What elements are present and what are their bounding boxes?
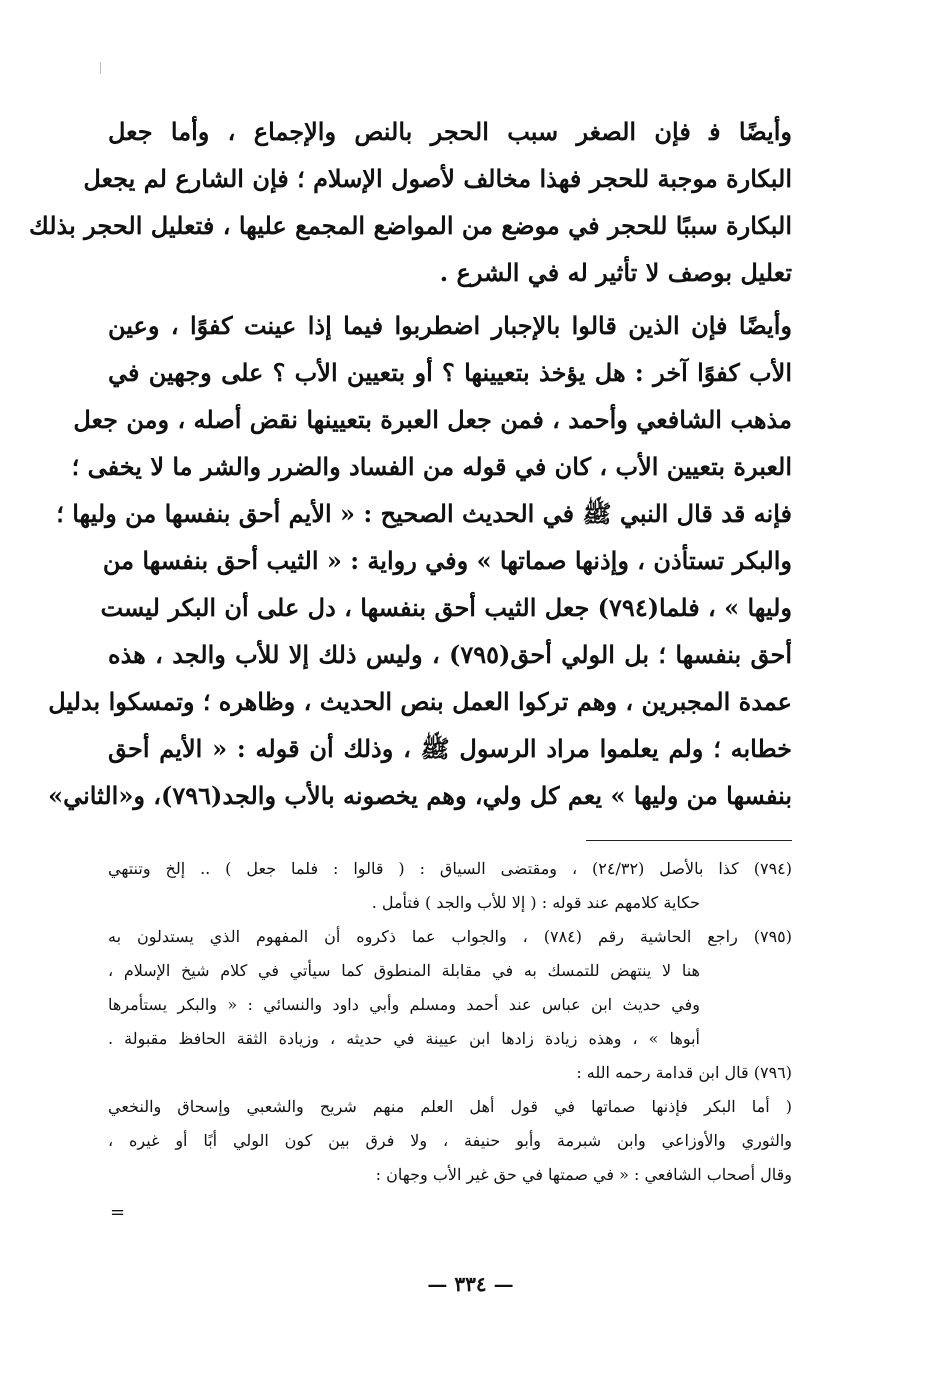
text-line: تعليل بوصف لا تأثير له في الشرع .	[439, 258, 792, 287]
footnote-795	[108, 920, 792, 1056]
text-line: وأيضًا فإن الذين قالوا بالإجبار اضطربوا فيما إذا عينت كفوًا ، وعين	[108, 311, 792, 340]
footnote-line: وفي حديث ابن عباس عند أحمد ومسلم وأبي داود والنسائي : « والبكر يستأمرها	[108, 995, 700, 1014]
text-line: وليها » ، فلما(٧٩٤) جعل الثيب أحق بنفسها ، دل على أن البكر ليست	[100, 593, 792, 622]
footnotes	[108, 852, 792, 1192]
text-line: الأب كفوًا آخر : هل يؤخذ بتعيينها ؟ أو بتعيين الأب ؟ على وجهين في	[108, 358, 792, 387]
text-line: وأيضًا ﻓ فإن الصغر سبب الحجر بالنص والإجماع ، وأما جعل	[108, 117, 792, 146]
text-line: والبكر تستأذن ، وإذنها صماتها » وفي رواية : « الثيب أحق بنفسها من	[102, 546, 792, 575]
footnote-line: أبوها » ، وهذه زيادة زادها ابن عيينة في حديثه ، وزيادة الثقة الحافظ مقبولة .	[108, 1029, 700, 1048]
footnote-line: حكاية كلامهم عند قوله : ( إلا للأب والجد ) فتأمل .	[371, 893, 700, 912]
footnote-line: (٧٩٦) قال ابن قدامة رحمه الله :	[576, 1063, 792, 1082]
continuation-mark: =	[110, 1202, 126, 1223]
paragraph	[48, 302, 792, 819]
footnote-794	[108, 852, 792, 920]
footnote-line: هنا لا ينتهض للتمسك به في مقابلة المنطوق كما سيأتي في كلام شيخ الإسلام ،	[108, 961, 700, 980]
text-line: فإنه قد قال النبي ﷺ في الحديث الصحيح : « الأيم أحق بنفسها من وليها ؛	[56, 499, 792, 528]
text-line: بنفسها من وليها » يعم كل ولي، وهم يخصونه بالأب والجد(٧٩٦)، و«الثاني»	[48, 781, 792, 810]
footnote-line: (٧٩٤) كذا بالأصل (٢٤/٣٢) ، ومقتضى السياق : ( قالوا : فلما جعل ) .. إلخ وتنتهي	[108, 859, 793, 878]
text-line: خطابه ؛ ولم يعلموا مراد الرسول ﷺ ، وذلك أن قوله : « الأيم أحق	[108, 734, 792, 763]
paragraph	[29, 108, 792, 296]
footnote-796	[108, 1056, 792, 1192]
text-line: أحق بنفسها ؛ بل الولي أحق(٧٩٥) ، وليس ذلك إلا للأب والجد ، هذه	[108, 640, 792, 669]
footnote-line: ( أما البكر فإذنها صماتها في قول أهل العلم منهم شريح والشعبي وإسحاق والنخعي	[108, 1097, 792, 1116]
footnote-line: وقال أصحاب الشافعي : « في صمتها في حق غير الأب وجهان :	[375, 1165, 792, 1184]
text-line: البكارة سببًا للحجر في موضع من المواضع المجمع عليها ، فتعليل الحجر بذلك	[29, 211, 792, 240]
text-line: البكارة موجبة للحجر فهذا مخالف لأصول الإسلام ؛ فإن الشارع لم يجعل	[83, 164, 792, 193]
text-line: العبرة بتعيين الأب ، كان في قوله من الفساد والضرر والشر ما لا يخفى ؛	[71, 452, 792, 481]
text-line: عمدة المجبرين ، وهم تركوا العمل بنص الحديث ، وظاهره ؛ وتمسكوا بدليل	[48, 687, 792, 716]
page-number: — ٣٣٤ —	[427, 1272, 514, 1296]
footnote-line: (٧٩٥) راجع الحاشية رقم (٧٨٤) ، والجواب عما ذكروه أن المفهوم الذي يستدلون به	[108, 927, 793, 946]
text-line: مذهب الشافعي وأحمد ، فمن جعل العبرة بتعيينها نقض أصله ، ومن جعل	[73, 405, 792, 434]
margin-mark	[100, 62, 101, 74]
main-text	[29, 108, 792, 825]
footnote-separator	[586, 840, 792, 841]
footnote-line: والثوري والأوزاعي وابن شبرمة وأبو حنيفة ، ولا فرق بين كون الولي أبًا أو غيره ،	[108, 1131, 792, 1150]
